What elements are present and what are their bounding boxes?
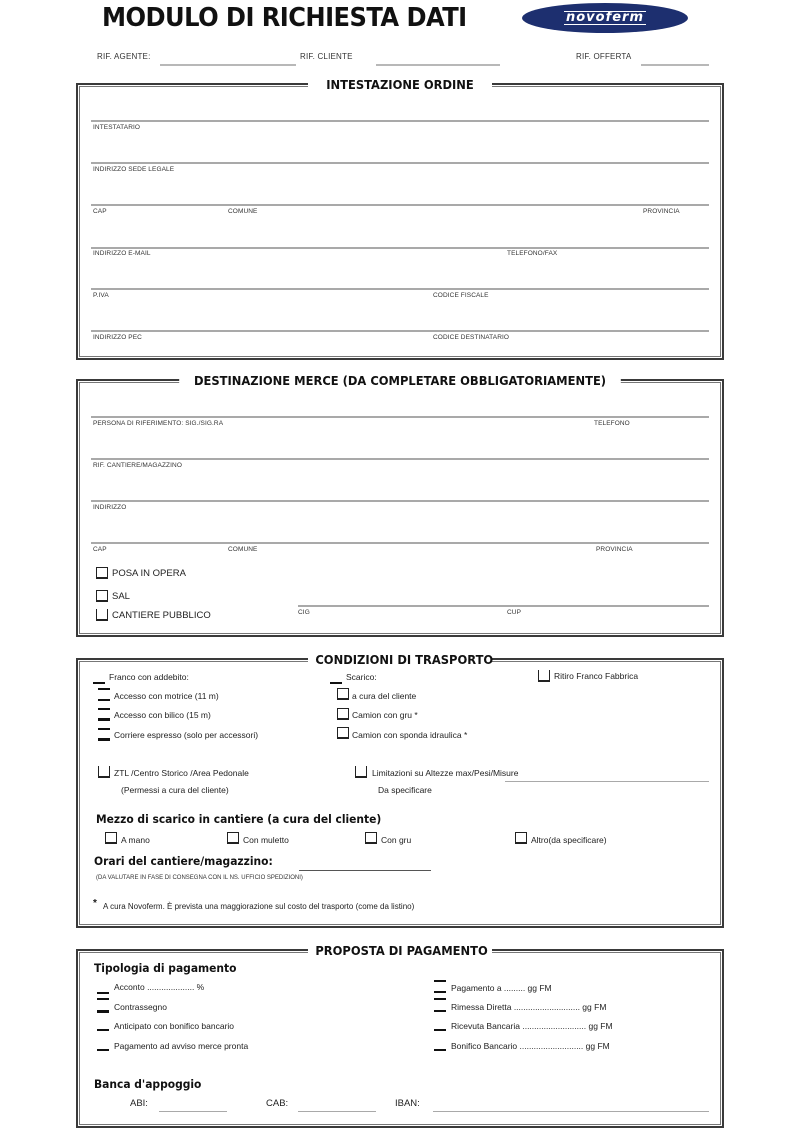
indirizzo-sede-label: INDIRIZZO SEDE LEGALE <box>93 166 175 173</box>
intestatario-field[interactable] <box>91 120 709 122</box>
camion-gru-checkbox[interactable] <box>337 708 349 720</box>
iban-label: IBAN: <box>395 1098 420 1109</box>
intestatario-label: INTESTATARIO <box>93 124 141 131</box>
dest-provincia-label: PROVINCIA <box>596 546 633 553</box>
document-title: MODULO DI RICHIESTA DATI <box>102 3 467 33</box>
rif-agente-label: RIF. AGENTE: <box>97 52 151 61</box>
persona-label: PERSONA DI RIFERIMENTO: SIG./SIG.RA <box>93 420 224 427</box>
sal-label: SAL <box>112 591 130 602</box>
logo-text: novoferm <box>565 10 645 25</box>
corriere-label: Corriere espresso (solo per accessori) <box>114 730 259 740</box>
ritiro-fabbrica-label: Ritiro Franco Fabbrica <box>554 671 639 681</box>
iban-field[interactable] <box>433 1111 709 1112</box>
orari-heading: Orari del cantiere/magazzino: <box>94 854 273 868</box>
motrice-label: Accesso con motrice (11 m) <box>114 691 219 701</box>
telefono-label: TELEFONO <box>594 420 630 427</box>
anticipato-label: Anticipato con bonifico bancario <box>114 1021 235 1031</box>
franco-label: Franco con addebito: <box>109 672 189 682</box>
orari-note: (DA VALUTARE IN FASE DI CONSEGNA CON IL NS. UFFICIO SPEDIZIONI) <box>96 875 303 881</box>
acconto-label: Acconto .................... % <box>114 982 205 992</box>
scarico-checkmark[interactable] <box>330 682 342 684</box>
con-gru-checkbox[interactable] <box>365 832 377 844</box>
cig-cup-field[interactable] <box>298 605 709 607</box>
dash-mark <box>434 980 446 982</box>
cura-cliente-checkbox[interactable] <box>337 688 349 700</box>
destinazione-title: DESTINAZIONE MERCE (DA COMPLETARE OBBLIGATORIAMENTE) <box>179 373 621 388</box>
novoferm-logo <box>522 3 688 33</box>
dest-cap-comune-field[interactable] <box>91 542 709 544</box>
cantiere-pubblico-checkbox[interactable] <box>96 609 108 621</box>
abi-label: ABI: <box>130 1098 148 1109</box>
avviso-merce-checkmark[interactable] <box>97 1049 109 1051</box>
altro-checkbox[interactable] <box>515 832 527 844</box>
altro-label: Altro(da specificare) <box>531 835 607 845</box>
corriere-checkmark[interactable] <box>98 738 110 741</box>
dash-mark <box>98 728 110 730</box>
sal-checkbox[interactable] <box>96 590 108 602</box>
cantiere-field[interactable] <box>91 458 709 460</box>
contrassegno-checkmark[interactable] <box>97 1010 109 1013</box>
camion-gru-label: Camion con gru * <box>352 710 418 720</box>
anticipato-checkmark[interactable] <box>97 1029 109 1031</box>
telefono-fax-label: TELEFONO/FAX <box>507 250 558 257</box>
pagamento-a-checkmark[interactable] <box>434 991 446 993</box>
cap-comune-provincia-field[interactable] <box>91 204 709 206</box>
abi-field[interactable] <box>159 1111 227 1112</box>
limitazioni-note: Da specificare <box>378 785 432 795</box>
camion-sponda-label: Camion con sponda idraulica * <box>352 730 468 740</box>
a-mano-label: A mano <box>121 835 150 845</box>
pagamento-a-label: Pagamento a ......... gg FM <box>451 983 552 993</box>
rif-cliente-field[interactable] <box>376 64 500 66</box>
cantiere-label: RIF. CANTIERE/MAGAZZINO <box>93 462 182 469</box>
cab-label: CAB: <box>266 1098 289 1109</box>
comune-label: COMUNE <box>228 208 258 215</box>
limitazioni-field[interactable] <box>505 781 709 782</box>
cab-field[interactable] <box>298 1111 376 1112</box>
posa-in-opera-checkbox[interactable] <box>96 567 108 579</box>
dash-mark <box>98 688 110 690</box>
ztl-note: (Permessi a cura del cliente) <box>121 785 229 795</box>
email-label: INDIRIZZO E-MAIL <box>93 250 151 257</box>
dash-mark <box>97 998 109 1000</box>
footnote-text: A cura Novoferm. È prevista una maggiorazione sul costo del trasporto (come da listino) <box>103 902 415 911</box>
pec-codice-dest-field[interactable] <box>91 330 709 332</box>
cig-label: CIG <box>298 609 310 616</box>
dash-mark <box>98 708 110 710</box>
indirizzo-label: INDIRIZZO <box>93 504 127 511</box>
banca-heading: Banca d'appoggio <box>94 1077 202 1091</box>
dest-cap-label: CAP <box>93 546 107 553</box>
bonifico-bancario-label: Bonifico Bancario ........................... gg FM <box>451 1041 610 1051</box>
muletto-label: Con muletto <box>243 835 289 845</box>
dest-comune-label: COMUNE <box>228 546 258 553</box>
cap-label: CAP <box>93 208 107 215</box>
persona-field[interactable] <box>91 416 709 418</box>
indirizzo-sede-field[interactable] <box>91 162 709 164</box>
codice-destinatario-label: CODICE DESTINATARIO <box>433 334 510 341</box>
cura-cliente-label: a cura del cliente <box>352 691 417 701</box>
pagamento-title: PROPOSTA DI PAGAMENTO <box>308 943 492 958</box>
camion-sponda-checkbox[interactable] <box>337 727 349 739</box>
contrassegno-label: Contrassegno <box>114 1002 167 1012</box>
scarico-label: Scarico: <box>346 672 377 682</box>
posa-in-opera-label: POSA IN OPERA <box>112 568 186 579</box>
tipologia-heading: Tipologia di pagamento <box>94 961 237 975</box>
provincia-label: PROVINCIA <box>643 208 680 215</box>
a-mano-checkbox[interactable] <box>105 832 117 844</box>
pec-label: INDIRIZZO PEC <box>93 334 142 341</box>
dash-mark <box>434 998 446 1000</box>
rif-agente-field[interactable] <box>160 64 296 66</box>
piva-label: P.IVA <box>93 292 109 299</box>
muletto-checkbox[interactable] <box>227 832 239 844</box>
bilico-label: Accesso con bilico (15 m) <box>114 710 211 720</box>
acconto-checkmark[interactable] <box>97 992 109 994</box>
motrice-checkmark[interactable] <box>98 699 110 701</box>
franco-checkmark[interactable] <box>93 682 105 684</box>
piva-cf-field[interactable] <box>91 288 709 290</box>
ricevuta-bancaria-checkmark[interactable] <box>434 1029 446 1031</box>
footnote-asterisk: * <box>93 898 97 909</box>
con-gru-label: Con gru <box>381 835 412 845</box>
trasporto-title: CONDIZIONI DI TRASPORTO <box>308 652 492 667</box>
rif-offerta-field[interactable] <box>641 64 709 66</box>
cup-label: CUP <box>507 609 522 616</box>
email-telefono-field[interactable] <box>91 247 709 249</box>
bilico-checkmark[interactable] <box>98 718 110 721</box>
rimessa-diretta-checkmark[interactable] <box>434 1010 446 1012</box>
ritiro-fabbrica-checkbox[interactable] <box>538 670 550 682</box>
avviso-merce-label: Pagamento ad avviso merce pronta <box>114 1041 249 1051</box>
ricevuta-bancaria-label: Ricevuta Bancaria ........................... gg FM <box>451 1021 613 1031</box>
ztl-label: ZTL /Centro Storico /Area Pedonale <box>114 768 249 778</box>
limitazioni-label: Limitazioni su Altezze max/Pesi/Misure <box>372 768 519 778</box>
mezzo-scarico-heading: Mezzo di scarico in cantiere (a cura del cliente) <box>96 812 382 826</box>
limitazioni-checkbox[interactable] <box>355 766 367 778</box>
indirizzo-field[interactable] <box>91 500 709 502</box>
rif-offerta-label: RIF. OFFERTA <box>576 52 632 61</box>
orari-field[interactable] <box>299 870 431 871</box>
codice-fiscale-label: CODICE FISCALE <box>433 292 489 299</box>
intestazione-title: INTESTAZIONE ORDINE <box>308 77 492 92</box>
intestazione-section <box>76 83 724 360</box>
bonifico-bancario-checkmark[interactable] <box>434 1049 446 1051</box>
cantiere-pubblico-label: CANTIERE PUBBLICO <box>112 610 211 621</box>
ztl-checkbox[interactable] <box>98 766 110 778</box>
rimessa-diretta-label: Rimessa Diretta ............................ gg FM <box>451 1002 607 1012</box>
rif-cliente-label: RIF. CLIENTE <box>300 52 353 61</box>
